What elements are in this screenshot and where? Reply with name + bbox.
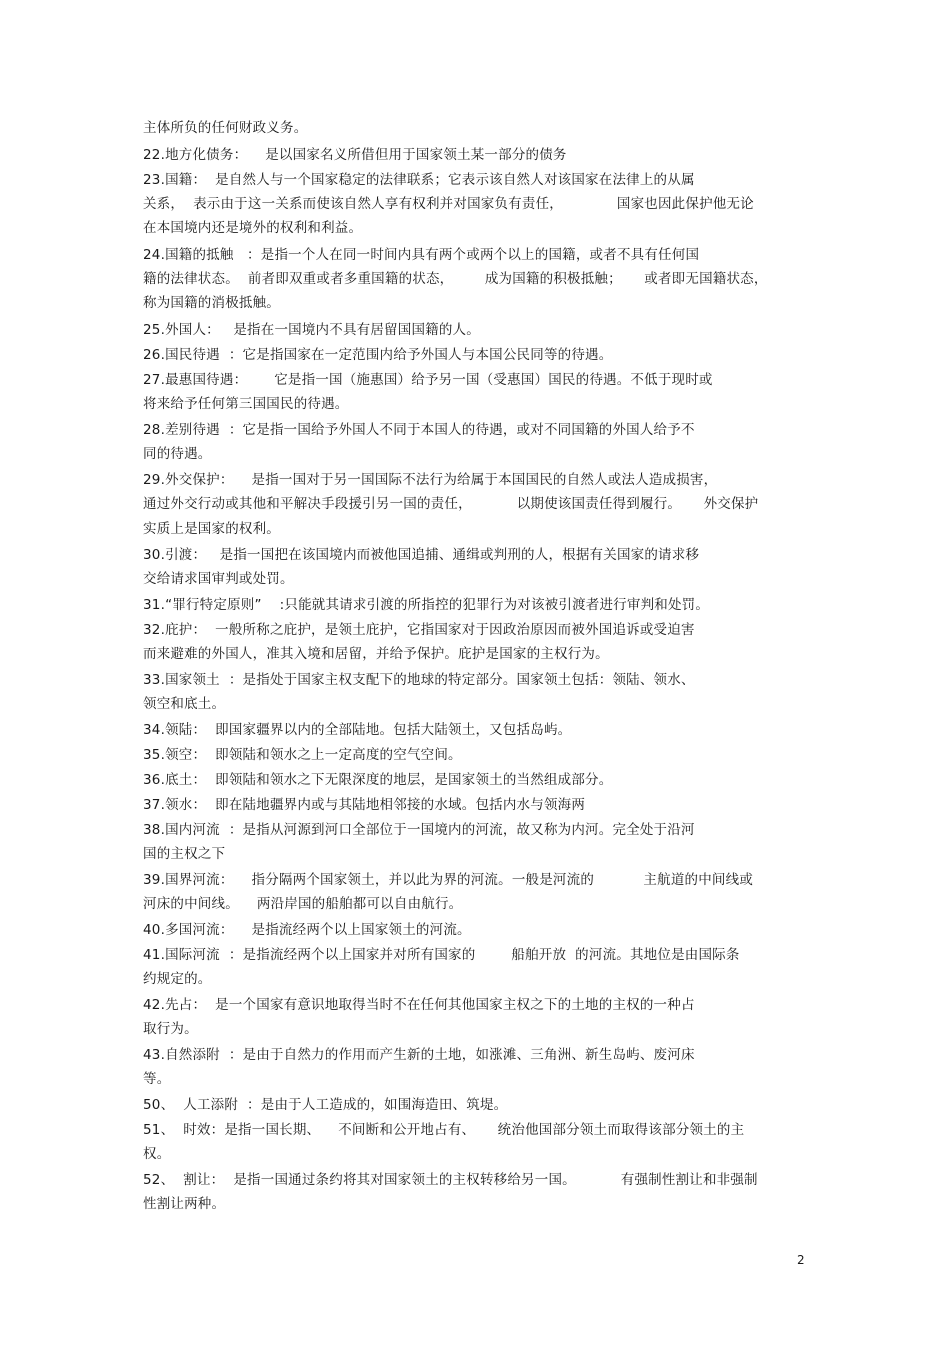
text-line: 国的主权之下 [143,846,226,862]
text-line: 50、 人工添附 ：是由于人工造成的，如围海造田、筑堤。 [143,1097,508,1113]
text-line: 41.国际河流 ：是指流经两个以上国家并对所有国家的 船舶开放 的河流。其地位是由国际条 [143,947,740,963]
text-line: 关系， 表示由于这一关系而使该自然人享有权利并对国家负有责任， 国家也因此保护他无论 [143,196,754,212]
text-line: 通过外交行动或其他和平解决手段援引另一国的责任， 以期使该国责任得到履行。 外交保护 [143,496,759,512]
text-line: 在本国境内还是境外的权利和利益。 [143,220,363,236]
text-line: 29.外交保护： 是指一国对于另一国国际不法行为给属于本国国民的自然人或法人造成损害， [143,472,718,488]
text-line: 权。 [143,1146,171,1162]
text-line: 33.国家领土 ：是指处于国家主权支配下的地球的特定部分。国家领土包括：领陆、领水、 [143,672,695,688]
text-line: 28.差别待遇 ：它是指一国给予外国人不同于本国人的待遇，或对不同国籍的外国人给予不 [143,422,695,438]
text-line: 36.底土： 即领陆和领水之下无限深度的地层，是国家领土的当然组成部分。 [143,772,613,788]
text-line: 22.地方化债务： 是以国家名义所借但用于国家领土某一部分的债务 [143,147,567,163]
text-line: 24.国籍的抵触 ：是指一个人在同一时间内具有两个或两个以上的国籍，或者不具有任何国 [143,247,700,263]
text-line: 籍的法律状态。 前者即双重或者多重国籍的状态， 成为国籍的积极抵触； 或者即无国籍状态， [143,271,768,287]
text-line: 38.国内河流 ：是指从河源到河口全部位于一国境内的河流，故又称为内河。完全处于沿河 [143,822,695,838]
text-line: 37.领水： 即在陆地疆界内或与其陆地相邻接的水域。包括内水与领海两 [143,797,586,813]
text-line: 27.最惠国待遇： 它是指一国（施惠国）给予另一国（受惠国）国民的待遇。不低于现时或 [143,372,713,388]
page-number: 2 [797,1253,805,1267]
text-line: 约规定的。 [143,971,212,987]
text-line: 52、 割让： 是指一国通过条约将其对国家领土的主权转移给另一国。 有强制性割让和非强制 [143,1172,758,1188]
text-line: 河床的中间线。 两沿岸国的船舶都可以自由航行。 [143,896,463,912]
text-line: 将来给予任何第三国国民的待遇。 [143,396,349,412]
text-line: 30.引渡： 是指一国把在该国境内而被他国追捕、通缉或判刑的人，根据有关国家的请求移 [143,547,700,563]
text-line: 39.国界河流： 指分隔两个国家领土，并以此为界的河流。一般是河流的 主航道的中间线或 [143,872,754,888]
text-line: 主体所负的任何财政义务。 [143,120,308,136]
text-line: 43.自然添附 ：是由于自然力的作用而产生新的土地，如涨滩、三角洲、新生岛屿、废河床 [143,1047,695,1063]
text-line: 实质上是国家的权利。 [143,521,280,537]
text-line: 等。 [143,1071,171,1087]
text-line: 32.庇护： 一般所称之庇护，是领土庇护，它指国家对于因政治原因而被外国追诉或受迫害 [143,622,695,638]
text-line: 而来避难的外国人，准其入境和居留，并给予保护。庇护是国家的主权行为。 [143,646,609,662]
text-line: 领空和底土。 [143,696,226,712]
text-line: 40.多国河流： 是指流经两个以上国家领土的河流。 [143,922,471,938]
text-line: 35.领空： 即领陆和领水之上一定高度的空气空间。 [143,747,462,763]
text-line: 42.先占： 是一个国家有意识地取得当时不在任何其他国家主权之下的土地的主权的一种占 [143,997,695,1013]
text-line: 31.“罪行特定原则” :只能就其请求引渡的所指控的犯罪行为对该被引渡者进行审判和处罚。 [143,597,710,613]
text-line: 交给请求国审判或处罚。 [143,571,294,587]
text-line: 25.外国人： 是指在一国境内不具有居留国国籍的人。 [143,322,480,338]
text-line: 性割让两种。 [143,1196,226,1212]
text-line: 26.国民待遇 ：它是指国家在一定范围内给予外国人与本国公民同等的待遇。 [143,347,613,363]
text-line: 同的待遇。 [143,446,212,462]
text-line: 23.国籍： 是自然人与一个国家稳定的法律联系；它表示该自然人对该国家在法律上的从属 [143,172,695,188]
text-line: 51、 时效：是指一国长期、 不间断和公开地占有、 统治他国部分领土而取得该部分领土的主 [143,1122,745,1138]
text-line: 34.领陆： 即国家疆界以内的全部陆地。包括大陆领土，又包括岛屿。 [143,722,572,738]
text-line: 取行为。 [143,1021,198,1037]
text-line: 称为国籍的消极抵触。 [143,295,280,311]
